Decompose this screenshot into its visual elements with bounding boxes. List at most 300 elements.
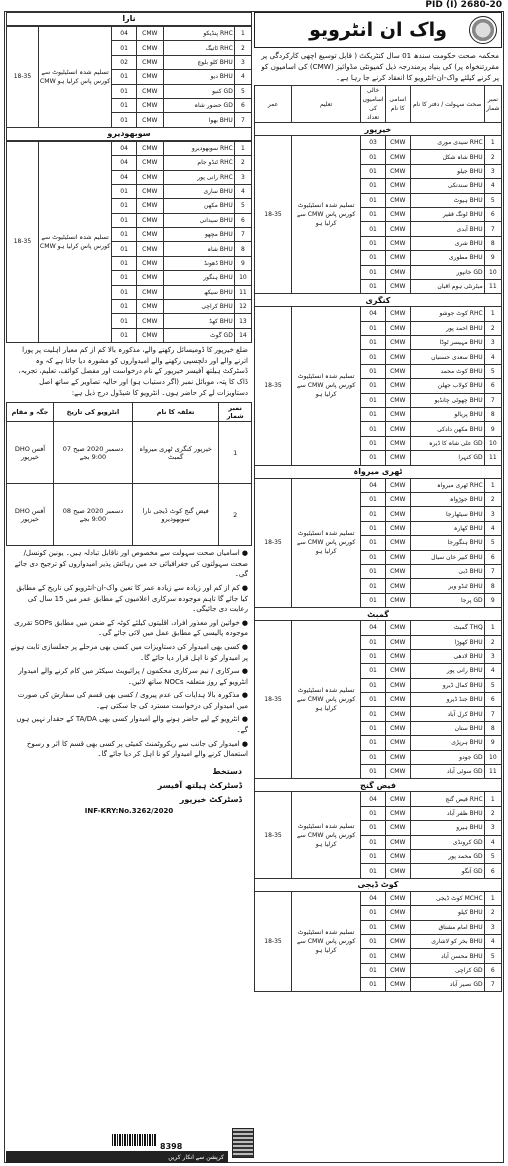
facility-name: BHU ہیوٹ <box>410 193 484 207</box>
post-name: CMW <box>136 199 163 213</box>
row-number: 7 <box>484 222 501 236</box>
facility-name: GD نصیر آباد <box>410 978 484 992</box>
signature-title: ڈسٹرکٹ ہیلتھ آفیسر <box>157 780 242 790</box>
row-number: 4 <box>484 934 501 948</box>
row-number: 1 <box>234 141 251 155</box>
row-number: 5 <box>234 199 251 213</box>
post-name: CMW <box>385 949 410 963</box>
facility-name: BHU دیو <box>163 70 234 84</box>
row-number: 1 <box>484 891 501 905</box>
facility-name: BHU ٹنڈو ویر <box>410 579 484 593</box>
row-number: 10 <box>234 271 251 285</box>
post-name: CMW <box>136 27 163 41</box>
note-item: ● کم از کم اور زیادہ سے زیادہ عمر کا تعین واک-ان-انٹرویو کی تاریخ کے مطابق کیا جائے گا تاہم موجودہ سرکاری اعلامیوں کے مطابق عمر میں 15 سال کی رعایت دی جائیگی۔ <box>16 583 248 614</box>
post-name: CMW <box>385 393 410 407</box>
section-title-sobhodero: سوبھودیرو <box>6 128 252 141</box>
post-name: CMW <box>136 242 163 256</box>
facility-name: BHU مکھن <box>163 199 234 213</box>
row-number: 8 <box>484 579 501 593</box>
vacancy-count: 01 <box>112 242 137 256</box>
vacancy-count: 01 <box>361 949 386 963</box>
vacancy-count: 01 <box>361 408 386 422</box>
facility-name: BHU کمال ڈیرو <box>410 678 484 692</box>
facility-name: RHC رانی پور <box>163 170 234 184</box>
facility-name: BHU مکھن دادکی <box>410 422 484 436</box>
row-number: 4 <box>484 179 501 193</box>
facility-name: BHU ہیرو <box>410 821 484 835</box>
facility-name: BHU ڈھونڈ <box>163 256 234 270</box>
facility-name: BHU کھوڑا <box>410 635 484 649</box>
facility-name: GD خانپور <box>410 265 484 279</box>
post-name: CMW <box>385 849 410 863</box>
facility-name: BHU کرل آباد <box>410 707 484 721</box>
vacancy-count: 01 <box>361 593 386 607</box>
vacancy-count: 04 <box>112 27 137 41</box>
post-name: CMW <box>385 707 410 721</box>
note-item: ● اسامیاں صحت سہولت سے مخصوص اور ناقابل تبادلہ ہیں۔ یونین کونسل/صحت سہولتوں کی جغرافیائی حد میں رہائش پذیر امیدواروں کو ترجیح دی جائے گی۔ <box>14 549 248 579</box>
row-number: 8 <box>484 721 501 735</box>
row-number: 7 <box>484 707 501 721</box>
vacancy-count: 01 <box>112 70 137 84</box>
facility-name: BHU شاہ <box>163 242 234 256</box>
facility-name: GD کنہرا <box>410 451 484 465</box>
post-name: CMW <box>385 164 410 178</box>
vacancy-count: 04 <box>361 307 386 321</box>
facility-name: GD کنبو <box>163 84 234 98</box>
facility-name: BHU آبدی <box>410 222 484 236</box>
facility-name: RHC پنڈیکو <box>163 27 234 41</box>
vacancy-count: 01 <box>361 978 386 992</box>
post-name: CMW <box>136 256 163 270</box>
header-no: نمبر شمار <box>484 86 501 123</box>
row-number: 3 <box>484 164 501 178</box>
post-name: CMW <box>136 328 163 342</box>
note-item: ● امیدوار کی جانب سے ریکروٹمنٹ کمیٹی پر کسی بھی قسم کا اثر و رسوخ استعمال کرنے والے امیدوار کو نا اہل کر دیا جائے گا۔ <box>26 739 248 759</box>
schedule-header-taluka: تعلقہ کا نام <box>132 403 218 422</box>
vacancy-count: 04 <box>112 141 137 155</box>
vacancy-count: 01 <box>361 164 386 178</box>
post-name: CMW <box>385 806 410 820</box>
schedule-header-date: انٹرویو کی تاریخ <box>53 403 132 422</box>
education-cell: تسلیم شدہ انسٹیٹیوٹ سے CMW کورس پاس کرلیا ہو <box>38 27 112 128</box>
row-number: 2 <box>234 41 251 55</box>
row-number: 11 <box>484 451 501 465</box>
row-number: 7 <box>234 113 251 127</box>
post-name: CMW <box>385 436 410 450</box>
row-number: 4 <box>484 350 501 364</box>
facility-name: GD علی شاہ کا ڈیرہ <box>410 436 484 450</box>
vacancy-count: 01 <box>361 179 386 193</box>
vacancy-count: 01 <box>361 934 386 948</box>
facility-name: GD محمد پور <box>410 849 484 863</box>
education-cell: تسلیم شدہ انسٹیٹیوٹ سے CMW کورس پاس کرلیا ہو <box>292 792 361 878</box>
age-cell: 18-35 <box>255 792 292 878</box>
age-cell: 18-35 <box>255 621 292 779</box>
schedule-talukas: فیض گنج کوٹ ڈیجی نارا سوبھودیرو <box>132 484 218 546</box>
schedule-date: 08 دسمبر 2020 صبح 9:00 بجے <box>53 484 132 546</box>
post-name: CMW <box>385 150 410 164</box>
vacancy-count: 02 <box>112 55 137 69</box>
vacancy-count: 03 <box>361 136 386 150</box>
schedule-place: DHO آفس خیرپور <box>7 422 54 484</box>
table-row <box>255 792 502 806</box>
post-name: CMW <box>385 750 410 764</box>
post-name: CMW <box>385 251 410 265</box>
row-number: 9 <box>484 736 501 750</box>
education-cell: تسلیم شدہ انسٹیٹیوٹ سے CMW کورس پاس کرلیا ہو <box>292 478 361 608</box>
facility-name: BHU ظفر آباد <box>410 806 484 820</box>
post-name: CMW <box>385 891 410 905</box>
facility-name: BHU سعدی حسنیاں <box>410 350 484 364</box>
post-name: CMW <box>136 285 163 299</box>
table-row <box>7 27 252 41</box>
age-cell: 18-35 <box>7 27 39 128</box>
table-row <box>7 141 252 155</box>
row-number: 1 <box>484 136 501 150</box>
facility-name: BHU لادھی <box>410 649 484 663</box>
facility-name: BHU کھڈ <box>163 314 234 328</box>
row-number: 9 <box>484 251 501 265</box>
row-number: 10 <box>484 436 501 450</box>
vacancy-count: 01 <box>361 279 386 293</box>
vacancy-count: 01 <box>361 806 386 820</box>
facility-name: BHU کولاب جھلن <box>410 379 484 393</box>
age-cell: 18-35 <box>255 478 292 608</box>
vacancy-count: 01 <box>112 213 137 227</box>
table-row <box>255 891 502 905</box>
schedule-header-place: جگہ و مقام <box>7 403 54 422</box>
header-post: اسامی کا نام <box>385 86 410 123</box>
vacancy-count: 01 <box>361 920 386 934</box>
row-number: 3 <box>484 821 501 835</box>
facility-name: GD حضور شاہ <box>163 98 234 112</box>
vacancy-count: 01 <box>112 228 137 242</box>
portrait-image <box>232 1128 254 1158</box>
left-table-sobhodero <box>6 141 252 343</box>
post-name: CMW <box>136 141 163 155</box>
vacancy-count: 01 <box>361 963 386 977</box>
facility-name: GD جودو <box>410 750 484 764</box>
vacancy-count: 01 <box>361 750 386 764</box>
row-number: 5 <box>484 849 501 863</box>
post-name: CMW <box>385 649 410 663</box>
vacancy-count: 04 <box>361 891 386 905</box>
facility-name: BHU کراچی <box>163 300 234 314</box>
facility-name: BHU شری <box>410 236 484 250</box>
schedule-table <box>6 402 252 546</box>
vacancy-count: 01 <box>112 314 137 328</box>
post-name: CMW <box>385 521 410 535</box>
facility-name: BHU مہیسر ٹوڈا <box>410 336 484 350</box>
facility-name: BHU محسن آباد <box>410 949 484 963</box>
post-name: CMW <box>385 350 410 364</box>
schedule-header-no: نمبر شمار <box>219 403 252 422</box>
vacancy-count: 01 <box>361 707 386 721</box>
facility-name: RHC ٹاتیگ <box>163 41 234 55</box>
vacancy-count: 01 <box>361 236 386 250</box>
vacancy-count: 01 <box>112 184 137 198</box>
row-number: 14 <box>234 328 251 342</box>
vacancy-count: 01 <box>361 693 386 707</box>
vacancy-count: 01 <box>361 649 386 663</box>
schedule-no: 1 <box>219 422 252 484</box>
facility-name: BHU پریالو <box>410 408 484 422</box>
post-name: CMW <box>136 70 163 84</box>
age-cell: 18-35 <box>255 136 292 294</box>
post-name: CMW <box>385 478 410 492</box>
post-name: CMW <box>136 41 163 55</box>
row-number: 13 <box>234 314 251 328</box>
vacancy-count: 01 <box>361 579 386 593</box>
inf-number: INF-KRY:No.3262/2020 <box>84 806 174 815</box>
post-name: CMW <box>385 934 410 948</box>
table-row <box>255 621 502 635</box>
row-number: 3 <box>234 170 251 184</box>
section-title: کوٹ ڈیجی <box>255 878 502 891</box>
post-name: CMW <box>136 98 163 112</box>
facility-name: GD سوئی آباد <box>410 765 484 779</box>
vacancy-count: 01 <box>361 436 386 450</box>
header-education: تعلیم <box>292 86 361 123</box>
vacancy-count: 01 <box>361 222 386 236</box>
vacancy-count: 01 <box>112 300 137 314</box>
vacancy-count: 04 <box>361 792 386 806</box>
vacancy-count: 01 <box>361 507 386 521</box>
facility-name: BHU سندنکی <box>410 179 484 193</box>
vacancy-count: 01 <box>361 492 386 506</box>
post-name: CMW <box>385 236 410 250</box>
row-number: 4 <box>484 664 501 678</box>
vacancy-count: 01 <box>361 906 386 920</box>
vacancy-count: 04 <box>112 156 137 170</box>
post-name: CMW <box>385 978 410 992</box>
vacancy-count: 01 <box>361 451 386 465</box>
right-table <box>254 85 502 992</box>
table-row <box>255 136 502 150</box>
post-name: CMW <box>136 300 163 314</box>
note-item: ● مذکورہ بالا ہدایات کی عدم پیروی / کسی بھی قسم کی سفارش کی صورت میں امیدوار کی درخواست مسترد کی جا سکتی ہے۔ <box>17 691 248 710</box>
post-name: CMW <box>385 635 410 649</box>
row-number: 6 <box>484 864 501 878</box>
row-number: 2 <box>234 156 251 170</box>
facility-name: BHU ستان <box>410 721 484 735</box>
post-name: CMW <box>136 170 163 184</box>
post-name: CMW <box>385 550 410 564</box>
post-name: CMW <box>385 579 410 593</box>
post-name: CMW <box>385 920 410 934</box>
facility-name: BHU لونگ فقیر <box>410 207 484 221</box>
post-name: CMW <box>136 113 163 127</box>
note-item: ● سرکاری / نیم سرکاری محکموں / پرائیویٹ سیکٹر میں کام کرنے والے امیدوار انٹرویو کے روز متعلقہ NOCs ساتھ لائیں۔ <box>18 667 248 686</box>
post-name: CMW <box>136 184 163 198</box>
education-cell: تسلیم شدہ انسٹیٹیوٹ سے CMW کورس پاس کرلیا ہو <box>292 891 361 992</box>
vacancy-count: 01 <box>361 564 386 578</box>
intro-text: محکمہ صحت حکومت سندھ 01 سال کنٹریکٹ ( قابل توسیع اچھی کارکردگی پر مقررتنخواہ پر) کی بنیاد پرمندرجہ ذیل کمیونٹی مڈوائیز (CMW) کی اسامیوں کو پر کرنے کیلئے واک-ان-انٹرویو کا انعقاد کرنے جا رہا ہے۔ <box>261 51 499 82</box>
row-number: 3 <box>484 649 501 663</box>
row-number: 11 <box>484 765 501 779</box>
vacancy-count: 01 <box>361 678 386 692</box>
vacancy-count: 01 <box>361 336 386 350</box>
post-name: CMW <box>385 821 410 835</box>
right-column <box>254 12 502 992</box>
row-number: 10 <box>484 265 501 279</box>
post-name: CMW <box>385 179 410 193</box>
table-row <box>255 478 502 492</box>
row-number: 7 <box>484 564 501 578</box>
post-name: CMW <box>385 835 410 849</box>
vacancy-count: 01 <box>112 256 137 270</box>
facility-name: میٹرنٹی ہوم اقبان <box>410 279 484 293</box>
facility-name: BHU جنڈ ڈیرو <box>410 693 484 707</box>
row-number: 3 <box>484 336 501 350</box>
vacancy-count: 01 <box>112 41 137 55</box>
row-number: 11 <box>234 285 251 299</box>
post-name: CMW <box>385 693 410 707</box>
footer-band <box>6 1151 228 1163</box>
row-number: 2 <box>484 906 501 920</box>
row-number: 8 <box>484 408 501 422</box>
vacancy-count: 01 <box>112 285 137 299</box>
row-number: 3 <box>484 507 501 521</box>
signature-place: ڈسٹرکٹ خیرپور <box>179 794 242 804</box>
schedule-no: 2 <box>219 484 252 546</box>
row-number: 4 <box>484 835 501 849</box>
education-cell: تسلیم شدہ انسٹیٹیوٹ سے CMW کورس پاس کرلیا ہو <box>292 136 361 294</box>
age-cell: 18-35 <box>255 891 292 992</box>
facility-name: BHU سیٹھارجا <box>410 507 484 521</box>
note-item: ● خواتین اور معذور افراد، اقلیتوں کیلئے کوٹہ کے ضمن میں مطابق SOPs تقرری موجودہ پالیسی کے مطابق عمل میں لائی جائے گی۔ <box>14 618 248 638</box>
row-number: 6 <box>484 963 501 977</box>
row-number: 9 <box>234 256 251 270</box>
vacancy-count: 01 <box>361 864 386 878</box>
post-name: CMW <box>385 279 410 293</box>
vacancy-count: 01 <box>361 207 386 221</box>
facility-name: BHU بھوا <box>163 113 234 127</box>
section-title: کنگری <box>255 294 502 307</box>
post-name: CMW <box>385 222 410 236</box>
age-cell: 18-35 <box>7 141 39 342</box>
post-name: CMW <box>385 593 410 607</box>
facility-name: RHC کوٹ جوشو <box>410 307 484 321</box>
education-cell: تسلیم شدہ انسٹیٹیوٹ سے CMW کورس پاس کرلیا ہو <box>292 621 361 779</box>
row-number: 6 <box>484 207 501 221</box>
post-name: CMW <box>136 213 163 227</box>
facility-name: BHU جیلو <box>410 164 484 178</box>
facility-name: RHC ٹنڈو جام <box>163 156 234 170</box>
vacancy-count: 01 <box>112 98 137 112</box>
row-number: 2 <box>484 806 501 820</box>
facility-name: GD کراچی <box>410 963 484 977</box>
post-name: CMW <box>385 379 410 393</box>
post-name: CMW <box>385 621 410 635</box>
post-name: CMW <box>136 55 163 69</box>
facility-name: BHU ڈبی <box>410 564 484 578</box>
row-number: 7 <box>484 978 501 992</box>
vacancy-count: 01 <box>361 849 386 863</box>
vacancy-count: 04 <box>361 621 386 635</box>
post-name: CMW <box>385 492 410 506</box>
header-vacancies: خالی اسامیوں کی تعداد <box>362 87 384 121</box>
vacancy-count: 01 <box>112 328 137 342</box>
facility-name: BHU ہنگور <box>163 271 234 285</box>
vacancy-count: 01 <box>361 521 386 535</box>
row-number: 2 <box>484 150 501 164</box>
facility-name: BHU امام مشتاق <box>410 920 484 934</box>
row-number: 5 <box>484 364 501 378</box>
row-number: 8 <box>234 242 251 256</box>
facility-name: GD آنگو <box>410 864 484 878</box>
row-number: 2 <box>484 321 501 335</box>
post-name: CMW <box>385 207 410 221</box>
section-title-nara: نارا <box>6 12 252 26</box>
vacancy-count: 01 <box>361 265 386 279</box>
facility-name: BHU کھارہ <box>410 521 484 535</box>
post-name: CMW <box>385 864 410 878</box>
post-name: CMW <box>136 228 163 242</box>
post-name: CMW <box>385 408 410 422</box>
post-name: CMW <box>385 536 410 550</box>
row-number: 9 <box>484 422 501 436</box>
notes-top: ضلع خیرپور کا ڈومیسائل رکھنے والے، مذکورہ بالا کم از کم معیار اہلیت پر پورا اترنے والے اور دلچسپی رکھنے والے امیدواروں کو مشورہ دیا جاتا ہے کہ وہ ڈسٹرکٹ ہیلتھ آفیسر خیرپور کے نام درخواست اور مفصل کوائف، تعلیم، تجربہ، ڈاک کا پتہ، موبائل نمبر (اگر دستیاب ہو) اور حالیہ تصاویر کے ساتھ اصل دستاویزات لے کر حاضر ہوں۔ انٹرویو کا شیڈول درج ذیل ہے: <box>18 346 248 397</box>
facility-name: BHU کوٹ محمد <box>410 364 484 378</box>
education-cell: تسلیم شدہ انسٹیٹیوٹ سے CMW کورس پاس کرلیا ہو <box>292 307 361 465</box>
row-number: 1 <box>484 307 501 321</box>
row-number: 6 <box>484 379 501 393</box>
signature-block <box>6 765 252 807</box>
vacancy-count: 01 <box>361 150 386 164</box>
vacancy-count: 01 <box>361 364 386 378</box>
note-item: ● انٹرویو کے لیے حاضر ہونے والے امیدوار کسی بھی TA/DA کے حقدار نہیں ہوں گے۔ <box>16 715 248 735</box>
note-item: ● کسی بھی امیدوار کی دستاویزات میں کسی بھی مرحلے پر جعلسازی ثابت ہونے پر امیدوار کو نا اہل قرار دیا جائے گا۔ <box>10 642 248 662</box>
row-number: 3 <box>484 920 501 934</box>
table-row <box>255 307 502 321</box>
row-number: 1 <box>484 478 501 492</box>
vacancy-count: 01 <box>112 84 137 98</box>
vacancy-count: 01 <box>361 736 386 750</box>
facility-name: RHC ٹھری میرواہ <box>410 478 484 492</box>
vacancy-count: 01 <box>361 422 386 436</box>
row-number: 7 <box>234 228 251 242</box>
signature-label: دستخط <box>212 766 242 776</box>
vacancy-count: 04 <box>112 170 137 184</box>
post-name: CMW <box>385 321 410 335</box>
section-title: فیض گنج <box>255 779 502 792</box>
vacancy-count: 01 <box>112 271 137 285</box>
row-number: 6 <box>484 550 501 564</box>
facility-name: BHU رانی پور <box>410 664 484 678</box>
post-name: CMW <box>385 307 410 321</box>
vacancy-count: 01 <box>361 835 386 849</box>
facility-name: BHU سیکھ <box>163 285 234 299</box>
age-cell: 18-35 <box>255 307 292 465</box>
facility-name: BHU چھوٹی چانڈیو <box>410 393 484 407</box>
post-name: CMW <box>136 314 163 328</box>
post-name: CMW <box>385 765 410 779</box>
facility-name: GD کرونڈی <box>410 835 484 849</box>
barcode-icon <box>112 1134 156 1146</box>
facility-name: BHU سیدانی <box>163 213 234 227</box>
vacancy-count: 01 <box>361 765 386 779</box>
facility-name: GD گوٹ <box>163 328 234 342</box>
row-number: 5 <box>484 536 501 550</box>
vacancy-count: 01 <box>361 664 386 678</box>
vacancy-count: 01 <box>361 193 386 207</box>
footer-right: کرپشن سے انکار کریں <box>168 1153 224 1161</box>
facility-name: BHU مچھو <box>163 228 234 242</box>
facility-name: BHU ساری <box>163 184 234 198</box>
post-name: CMW <box>385 136 410 150</box>
vacancy-count: 01 <box>361 251 386 265</box>
